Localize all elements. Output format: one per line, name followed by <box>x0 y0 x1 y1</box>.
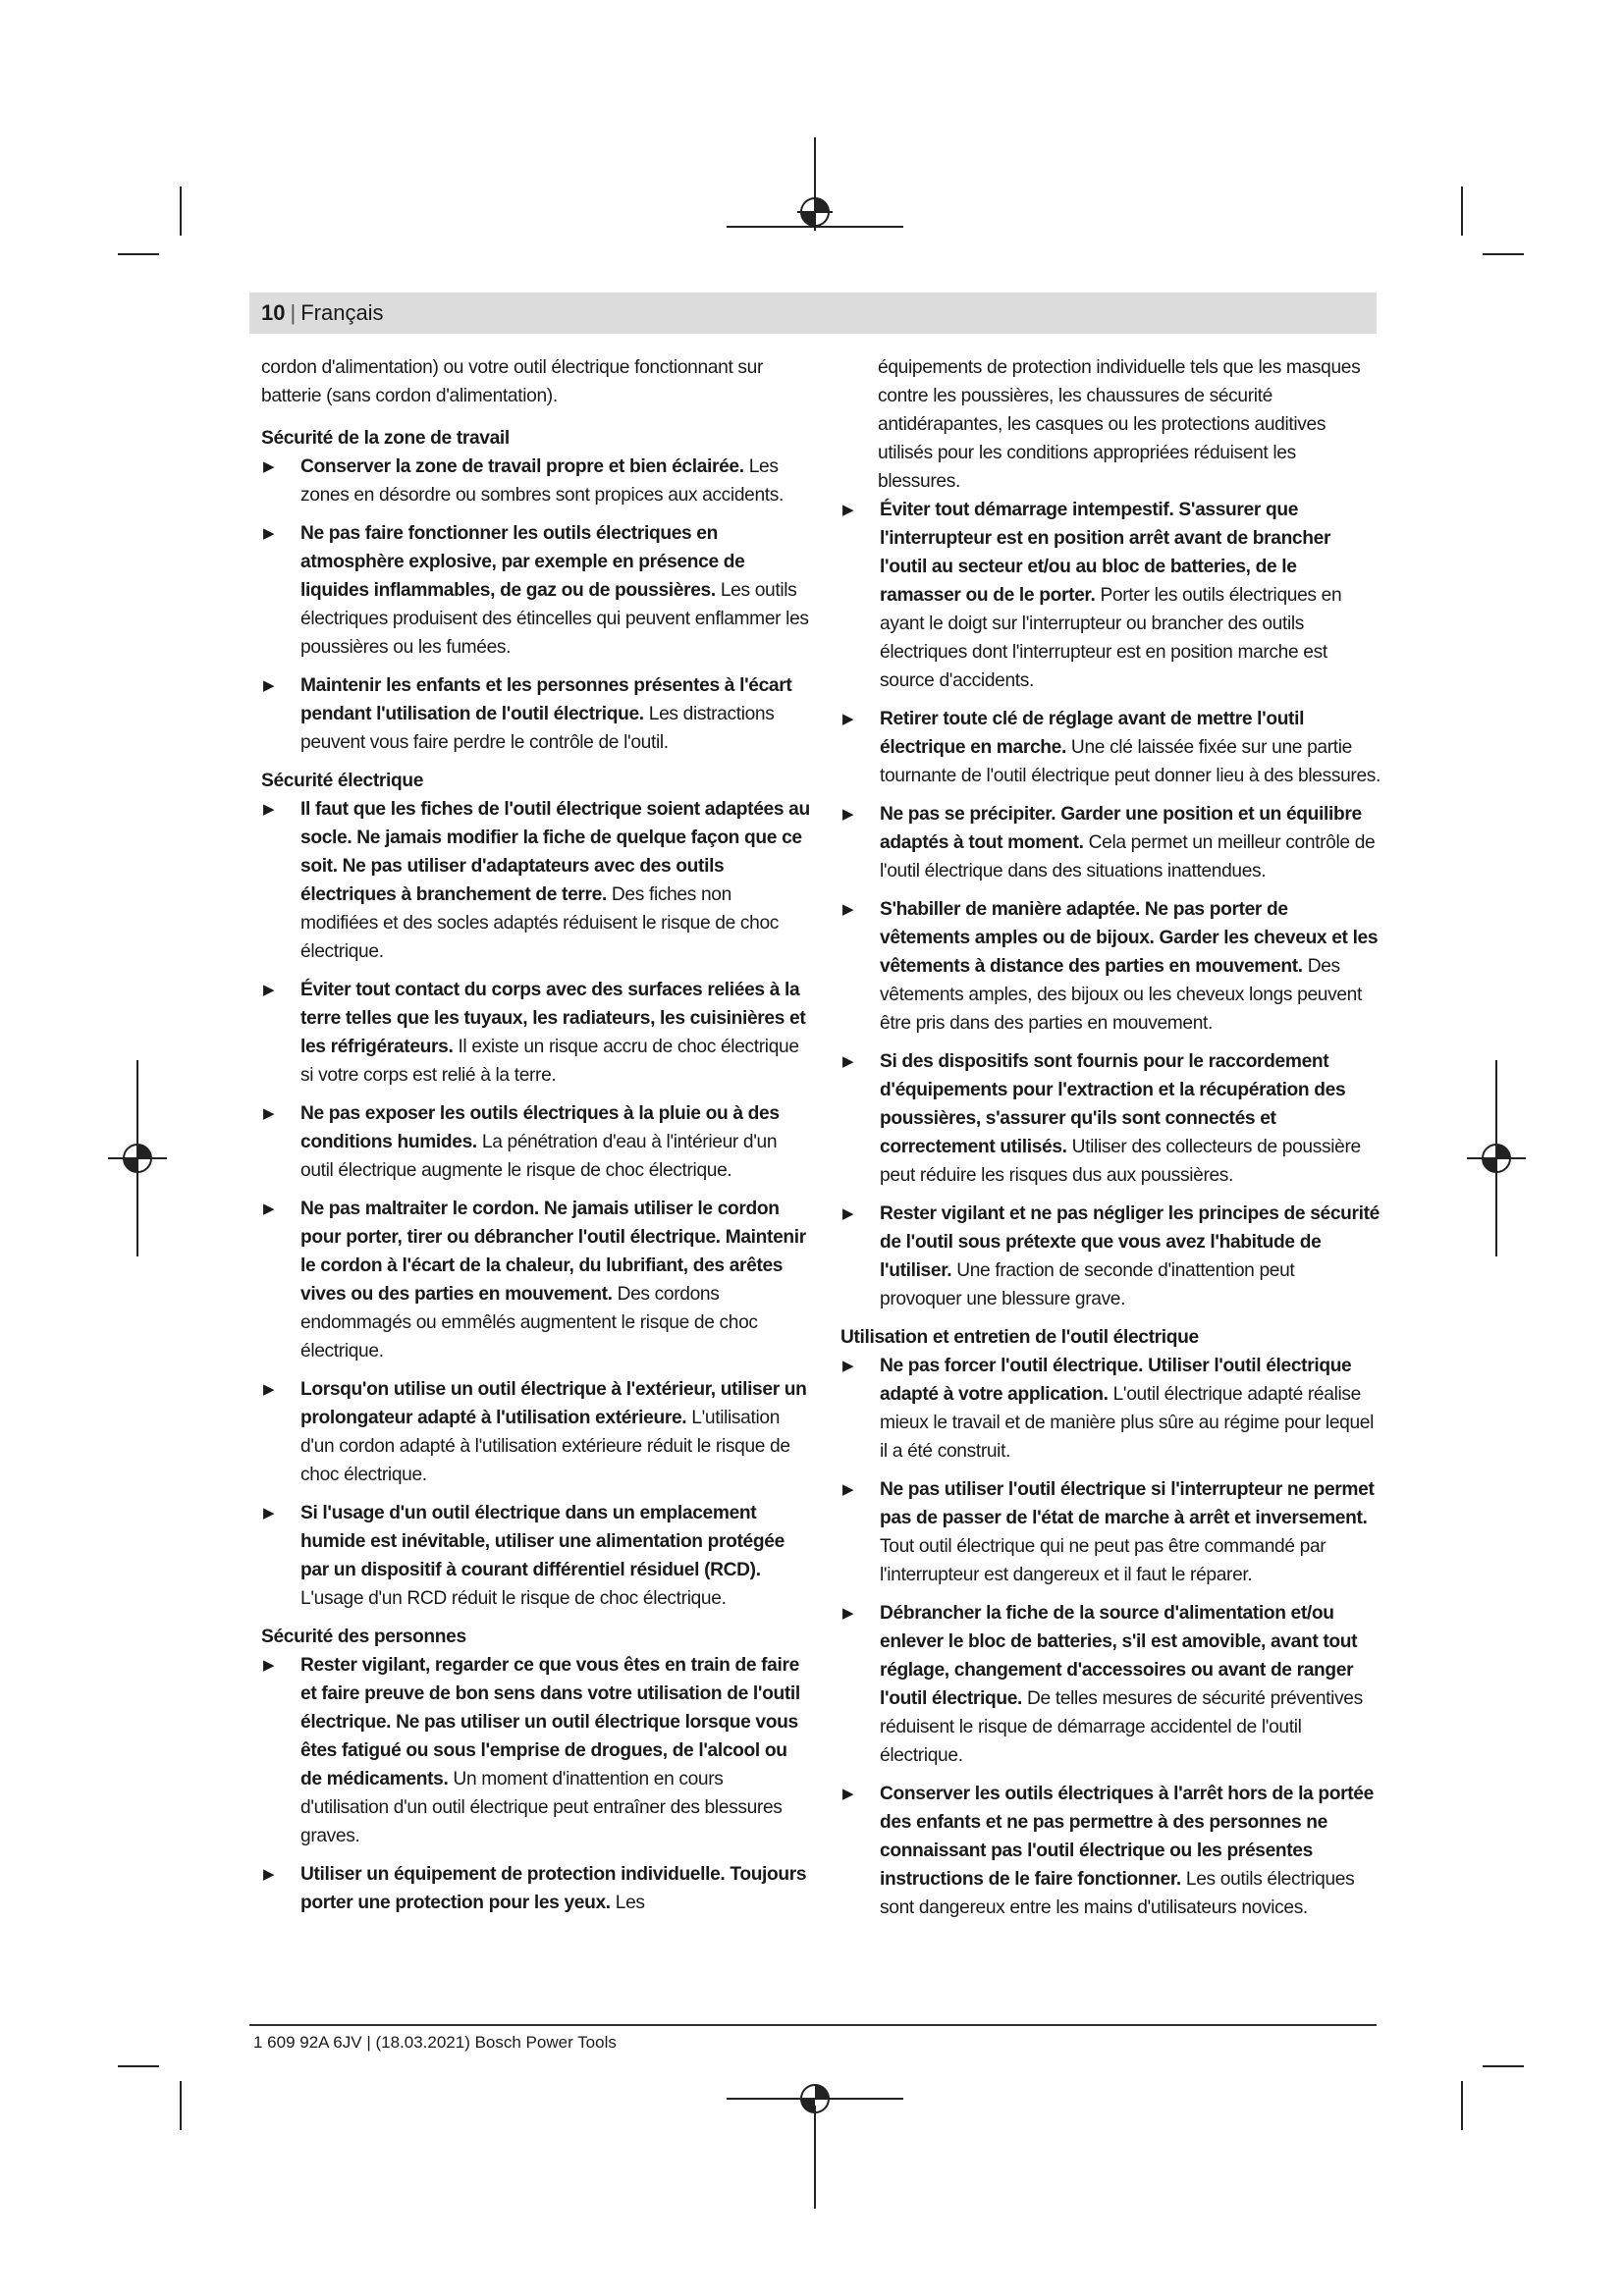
list-item: ▶ Conserver la zone de travail propre et bien éclairée. Les zones en désordre ou sombres sont propices aux accidents. <box>261 453 811 509</box>
bullet-arrow-icon: ▶ <box>263 1657 275 1674</box>
crop-mark <box>118 253 159 255</box>
bullet-arrow-icon: ▶ <box>842 1053 854 1070</box>
section-title: Sécurité électrique <box>261 771 424 791</box>
list-item: ▶ Lorsqu'on utilise un outil électrique à l'extérieur, utiliser un prolongateur adapté à l'utilisation extérieure. L'utilisation d'un cordon adapté à l'utilisation extérieure réduit le risque de choc électrique. <box>261 1375 811 1489</box>
page-number: 10 <box>261 300 286 325</box>
left-column <box>261 353 811 1927</box>
list-item: ▶ Ne pas faire fonctionner les outils électriques en atmosphère explosive, par exemple en présence de liquides inflammables, de gaz ou de poussières. Les outils électriques produisent des étincelles qui peuvent enflammer les poussières ou les fumées. <box>261 519 811 662</box>
bullet-arrow-icon: ▶ <box>842 901 854 918</box>
bullet-arrow-icon: ▶ <box>263 677 275 694</box>
bullet-arrow-icon: ▶ <box>263 982 275 998</box>
registration-mark-icon <box>727 137 903 285</box>
continuation-text: équipements de protection individuelle tels que les masques contre les poussières, les chaussures de sécurité antidérapantes, les casques ou les protections auditives utilisés pour les conditions appropriées réduisent les blessures. <box>878 357 1361 492</box>
list-item: ▶ Retirer toute clé de réglage avant de mettre l'outil électrique en marche. Une clé laissée fixée sur une partie tournante de l'outil électrique peut donner lieu à des blessures. <box>840 705 1380 790</box>
list-item: ▶ Conserver les outils électriques à l'arrêt hors de la portée des enfants et ne pas permettre à des personnes ne connaissant pas l'outil électrique ou les présentes instructions de le faire fonctionner. Les outils électriques sont dangereux entre les mains d'utilisateurs novices. <box>840 1780 1380 1922</box>
bullet-arrow-icon: ▶ <box>263 1381 275 1398</box>
list-item: ▶ Ne pas se précipiter. Garder une position et un équilibre adaptés à tout moment. Cela permet un meilleur contrôle de l'outil électrique dans des situations inattendues. <box>840 800 1380 885</box>
crop-mark <box>1483 253 1524 255</box>
crop-mark <box>1483 2065 1524 2067</box>
crop-mark <box>180 187 182 236</box>
list-item: ▶ Rester vigilant, regarder ce que vous êtes en train de faire et faire preuve de bon sens dans votre utilisation de l'outil électrique. Ne pas utiliser un outil électrique lorsque vous êtes fatigué ou sous l'emprise de drogues, de l'alcool ou de médicaments. Un moment d'inattention en cours d'utilisation d'un outil électrique peut entraîner des blessures graves. <box>261 1651 811 1850</box>
right-column <box>840 353 1380 1932</box>
bullet-arrow-icon: ▶ <box>263 458 275 475</box>
list-item: ▶ Débrancher la fiche de la source d'alimentation et/ou enlever le bloc de batteries, s'il est amovible, avant tout réglage, changement d'accessoires ou avant de ranger l'outil électrique. De telles mesures de sécurité préventives réduisent le risque de démarrage accidentel de l'outil électrique. <box>840 1599 1380 1770</box>
bullet-arrow-icon: ▶ <box>842 711 854 727</box>
header-language: Français <box>300 300 384 325</box>
registration-mark-icon <box>727 2061 903 2209</box>
crop-mark <box>180 2081 182 2130</box>
registration-mark-icon <box>1467 1060 1526 1256</box>
list-item: ▶ Maintenir les enfants et les personnes présentes à l'écart pendant l'utilisation de l'outil électrique. Les distractions peuvent vous faire perdre le contrôle de l'outil. <box>261 671 811 757</box>
list-item: ▶ Si l'usage d'un outil électrique dans un emplacement humide est inévitable, utiliser une alimentation protégée par un dispositif à courant différentiel résiduel (RCD). L'usage d'un RCD réduit le risque de choc électrique. <box>261 1499 811 1613</box>
list-item: ▶ Ne pas maltraiter le cordon. Ne jamais utiliser le cordon pour porter, tirer ou débrancher l'outil électrique. Maintenir le cordon à l'écart de la chaleur, du lubrifiant, des arêtes vives ou des parties en mouvement. Des cordons endommagés ou emmêlés augmentent le risque de choc électrique. <box>261 1195 811 1365</box>
list-item: ▶ Ne pas utiliser l'outil électrique si l'interrupteur ne permet pas de passer de l'état de marche à arrêt et inversement. Tout outil électrique qui ne peut pas être commandé par l'interrupteur est dangereux et il faut le réparer. <box>840 1475 1380 1589</box>
header-separator: | <box>290 300 297 325</box>
bullet-arrow-icon: ▶ <box>263 1866 275 1883</box>
bullet-arrow-icon: ▶ <box>842 1605 854 1622</box>
bullet-arrow-icon: ▶ <box>263 1105 275 1122</box>
list-item: ▶ Éviter tout démarrage intempestif. S'assurer que l'interrupteur est en position arrêt avant de brancher l'outil au secteur et/ou au bloc de batteries, de le ramasser ou de le porter. Porter les outils électriques en ayant le doigt sur l'interrupteur ou brancher des outils électriques dont l'interrupteur est en position marche est source d'accidents. <box>840 496 1380 695</box>
section-title: Sécurité de la zone de travail <box>261 428 510 449</box>
bullet-arrow-icon: ▶ <box>263 525 275 542</box>
bullet-arrow-icon: ▶ <box>842 1481 854 1498</box>
bullet-arrow-icon: ▶ <box>842 806 854 823</box>
page-header <box>249 293 1377 334</box>
section-title: Utilisation et entretien de l'outil électrique <box>840 1327 1199 1348</box>
list-item: ▶ Utiliser un équipement de protection individuelle. Toujours porter une protection pour les yeux. Les <box>261 1860 811 1917</box>
bullet-arrow-icon: ▶ <box>263 1201 275 1217</box>
registration-mark-icon <box>108 1060 167 1256</box>
bullet-arrow-icon: ▶ <box>263 1505 275 1522</box>
list-item: ▶ Ne pas forcer l'outil électrique. Utiliser l'outil électrique adapté à votre application. L'outil électrique adapté réalise mieux le travail et de manière plus sûre au régime pour lequel il a été construit. <box>840 1352 1380 1466</box>
intro-text: cordon d'alimentation) ou votre outil électrique fonctionnant sur batterie (sans cordon d'alimentation). <box>261 357 764 406</box>
bullet-arrow-icon: ▶ <box>842 1205 854 1222</box>
list-item: ▶ Si des dispositifs sont fournis pour le raccordement d'équipements pour l'extraction et la récupération des poussières, s'assurer qu'ils sont connectés et correctement utilisés. Utiliser des collecteurs de poussière peut réduire les risques dus aux poussières. <box>840 1047 1380 1190</box>
bullet-arrow-icon: ▶ <box>842 1358 854 1374</box>
footer-rule <box>249 2024 1377 2026</box>
section-title: Sécurité des personnes <box>261 1627 466 1647</box>
bullet-arrow-icon: ▶ <box>263 801 275 818</box>
crop-mark <box>1461 2081 1463 2130</box>
crop-mark <box>1461 187 1463 236</box>
bullet-arrow-icon: ▶ <box>842 1786 854 1802</box>
list-item: ▶ Éviter tout contact du corps avec des surfaces reliées à la terre telles que les tuyaux, les radiateurs, les cuisinières et les réfrigérateurs. Il existe un risque accru de choc électrique si votre corps est relié à la terre. <box>261 976 811 1090</box>
footer-text: 1 609 92A 6JV | (18.03.2021) Bosch Power Tools <box>253 2033 617 2052</box>
list-item: ▶ S'habiller de manière adaptée. Ne pas porter de vêtements amples ou de bijoux. Garder les cheveux et les vêtements à distance des parties en mouvement. Des vêtements amples, des bijoux ou les cheveux longs peuvent être pris dans des parties en mouvement. <box>840 895 1380 1038</box>
list-item: ▶ Il faut que les fiches de l'outil électrique soient adaptées au socle. Ne jamais modifier la fiche de quelque façon que ce soit. Ne pas utiliser d'adaptateurs avec des outils électriques à branchement de terre. Des fiches non modifiées et des socles adaptés réduisent le risque de choc électrique. <box>261 795 811 966</box>
crop-mark <box>118 2065 159 2067</box>
bullet-arrow-icon: ▶ <box>842 502 854 518</box>
list-item: ▶ Rester vigilant et ne pas négliger les principes de sécurité de l'outil sous prétexte que vous avez l'habitude de l'utiliser. Une fraction de seconde d'inattention peut provoquer une blessure grave. <box>840 1200 1380 1313</box>
list-item: ▶ Ne pas exposer les outils électriques à la pluie ou à des conditions humides. La pénétration d'eau à l'intérieur d'un outil électrique augmente le risque de choc électrique. <box>261 1099 811 1185</box>
